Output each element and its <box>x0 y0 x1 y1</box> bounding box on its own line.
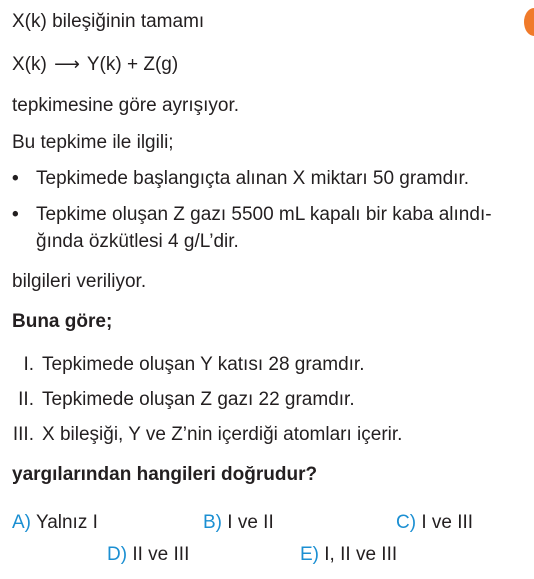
question-line-3: tepkimesine göre ayrışıyor. <box>12 95 240 116</box>
option-letter: D) <box>107 544 128 565</box>
statement-text: Tepkimede oluşan Z gazı 22 gramdır. <box>42 389 355 410</box>
statement-text: X bileşiği, Y ve Z’nin içerdiği atomları içerir. <box>42 424 403 445</box>
option-text: Yalnız I <box>35 512 98 533</box>
bullet-item-2-continuation: ğında özkütlesi 4 g/L’dir. <box>36 231 239 252</box>
statement-2 <box>0 388 355 412</box>
option-letter: E) <box>300 544 319 565</box>
option-a[interactable] <box>12 511 98 535</box>
option-letter: A) <box>12 512 31 533</box>
bullet-item-1 <box>12 167 469 191</box>
option-c[interactable] <box>396 511 473 535</box>
reaction-equation <box>12 52 178 77</box>
info-line: bilgileri veriliyor. <box>12 271 147 292</box>
bullet-item-2 <box>12 203 492 227</box>
option-b[interactable] <box>203 511 274 535</box>
option-d[interactable] <box>107 543 189 567</box>
question-line-1: X(k) bileşiğinin tamamı <box>12 11 205 32</box>
statement-1 <box>0 353 364 377</box>
bullet-icon: • <box>12 168 19 189</box>
option-e[interactable] <box>300 543 397 567</box>
question-ask: yargılarından hangileri doğrudur? <box>12 464 318 485</box>
bullet-icon: • <box>12 204 19 225</box>
option-text: II ve III <box>132 544 190 565</box>
statement-number: III. <box>12 424 34 445</box>
question-line-4: Bu tepkime ile ilgili; <box>12 132 174 153</box>
prompt-heading: Buna göre; <box>12 311 113 332</box>
statement-3 <box>0 423 402 447</box>
option-text: I ve III <box>421 512 474 533</box>
bullet-text: Tepkime oluşan Z gazı 5500 mL kapalı bir kaba alındı- <box>36 204 492 225</box>
option-letter: C) <box>396 512 417 533</box>
reaction-arrow-icon: ⟶ <box>54 54 80 74</box>
edge-mark <box>524 8 534 36</box>
reactant: X(k) <box>12 54 47 75</box>
statement-number: II. <box>18 389 34 410</box>
products: Y(k) + Z(g) <box>86 54 179 75</box>
bullet-text: Tepkimede başlangıçta alınan X miktarı 50 gramdır. <box>36 168 470 189</box>
statement-text: Tepkimede oluşan Y katısı 28 gramdır. <box>42 354 365 375</box>
statement-number: I. <box>23 354 34 375</box>
option-text: I ve II <box>227 512 274 533</box>
option-letter: B) <box>203 512 222 533</box>
option-text: I, II ve III <box>324 544 398 565</box>
